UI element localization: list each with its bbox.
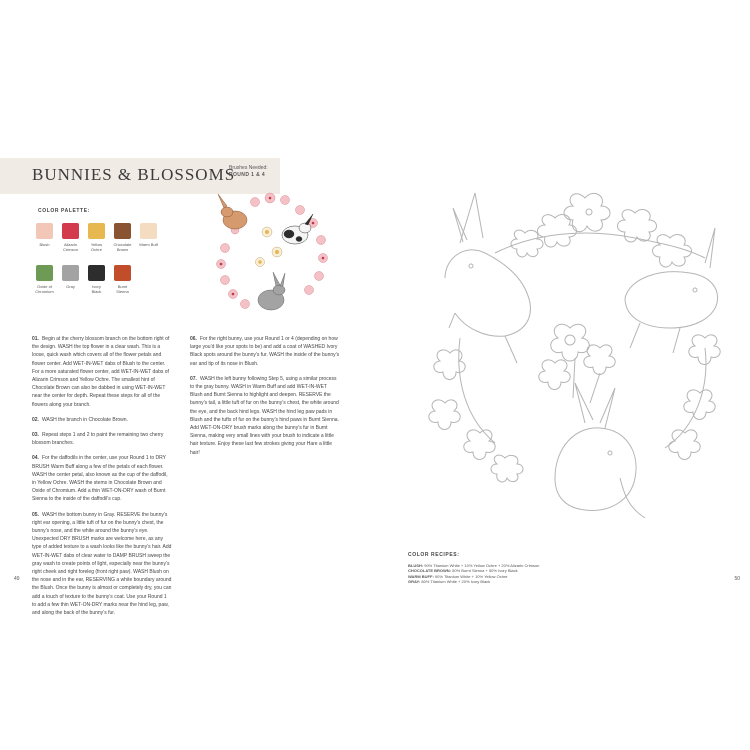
palette-swatch [113, 265, 132, 294]
color-recipes [408, 553, 539, 585]
step: 03. Repeat steps 1 and 2 to paint the remaining two cherry blossom branches. [32, 432, 164, 447]
palette-label: Burnt Sienna [116, 284, 129, 294]
palette-chip [36, 223, 53, 239]
recipe-item: GRAY: 80% Titanium White + 20% Ivory Black [408, 579, 491, 585]
palette-swatch [87, 223, 106, 252]
page-title: BUNNIES & BLOSSOMS [32, 165, 236, 184]
palette-chip [114, 223, 131, 239]
step: 06. For the right bunny, use your Round 1 or 4 (depending on how large you’d like your spots to be) and add a coat of WASHED Ivory Black spots around the bunny’s fur. WASH the inside of the bunny’s ear and tip of its nose in Blush. [190, 336, 340, 367]
palette-label: Blush [39, 242, 50, 247]
right-page [375, 150, 750, 590]
brushes-needed [229, 165, 268, 179]
palette-label: Yellow Ochre [90, 242, 103, 252]
page-number-right: 50 [734, 576, 740, 582]
palette-swatch [113, 223, 132, 252]
palette-swatch [61, 265, 80, 289]
color-recipes-label: COLOR RECIPES: [408, 552, 460, 558]
bunny-wreath-illustration [205, 190, 335, 330]
palette-label: Oxide of Chromium [35, 284, 54, 294]
step: 07. WASH the left bunny following Step 5, using a similar process to the gray bunny. WASH in Warm Buff and add WET-IN-WET Blush and Burnt Sienna to highlight and deepen. RESERVE the bunny’s tail, a little tuft of fur on the bunny’s chest, the white around the eye, and the back hind legs. WASH the hind leg paw pads in Blush and the tufts of fur on the bunny’s hind paws in Burnt Sienna. Add WET-ON-DRY brush marks along the bunny’s fur in Burnt Sienna, making very small lines with your brush to indicate a little hair texture. Enjoy these last few strokes giving your Hare a little hair! [190, 375, 339, 456]
palette-chip [140, 223, 157, 239]
palette-label: Gray [66, 284, 75, 289]
brushes-label: Brushes Needed: [229, 165, 268, 171]
brushes-value: ROUND 1 & 4 [229, 172, 266, 178]
palette-chip [88, 265, 105, 281]
palette-label: Chocolate Brown [113, 242, 132, 252]
palette-chip [62, 223, 79, 239]
palette-chip [88, 223, 105, 239]
palette-swatch [87, 265, 106, 294]
instructions-column-2 [190, 335, 340, 464]
palette-chip [36, 265, 53, 281]
recipe-item: BLUSH: 90% Titanium White + 10% Yellow Ochre + 20% Alizarin Crimson [408, 562, 540, 568]
palette-label: Alizarin Crimson [63, 242, 78, 252]
recipe-item: CHOCOLATE BROWN: 50% Burnt Sienna + 50% Ivory Black [408, 568, 518, 574]
palette-swatch [35, 223, 54, 247]
step: 05. WASH the bottom bunny in Gray. RESERVE the bunny’s right ear opening, a little tuft of fur on the bunny’s chest, the bunny’s nose, and the white around the bunny’s eye. Unexpected DRY BRUSH marks are welcome here, as any type of added texture to a wash looks like the bunny’s hair. Add WET-IN-WET dabs of clear water to DAMP BRUSH sweep the gray wash to create points of light, especially near the bunny’s right cheek and right foreleg (front right paw). WASH Blush on the nose and in the ear, RESERVING a white boundary around the Blush. Once the bunny is almost or completely dry, you can add a touch of texture to the bunny’s coat. Use your Round 1 to add a few thin WET-ON-DRY marks near the hind leg, paw, and along the back of the bunny’s fur. [32, 511, 172, 617]
step: 04. For the daffodils in the center, use your Round 1 to DRY BRUSH Warm Buff along a few of the petals of each flower. WASH the center petal, also known as the cup of the daffodil, in Yellow Ochre. WASH the stems in Chocolate Brown and Oxide of Chromium. Add a thin WET-ON-DRY wash of Burnt Sienna to the inside of the daffodil’s cup. [32, 455, 168, 503]
palette-label: Ivory Black [91, 284, 102, 294]
palette-label: Warm Buff [139, 242, 158, 247]
step: 01. Begin at the cherry blossom branch on the bottom right of the design. WASH the top flower in a clear wash. This is a loose, quick wash which covers all of the flower petals and flower center. Add WET-IN-WET dabs of Blush to the center. For a more saturated flower center, add WET-IN-WET dabs of Alizarin Crimson and Yellow Ochre. The smallest hint of Chocolate Brown can also be dabbed in using WET-IN-WET near the center for depth. Repeat these steps for all of the flowers along your branch. [32, 336, 170, 408]
palette-swatch [139, 223, 158, 247]
page-number-left: 49 [14, 576, 20, 582]
line-art-tracing-template [405, 178, 735, 518]
palette-chip [62, 265, 79, 281]
left-page [0, 150, 370, 617]
color-palette-label: COLOR PALETTE: [38, 208, 90, 214]
palette-chip [114, 265, 131, 281]
step: 02. WASH the branch in Chocolate Brown. [32, 416, 128, 423]
palette-swatch [61, 223, 80, 252]
recipe-item: WARM BUFF: 90% Titanium White + 10% Yellow Ochre [408, 573, 508, 579]
instructions-column-1 [32, 335, 172, 624]
palette-swatch [35, 265, 54, 294]
